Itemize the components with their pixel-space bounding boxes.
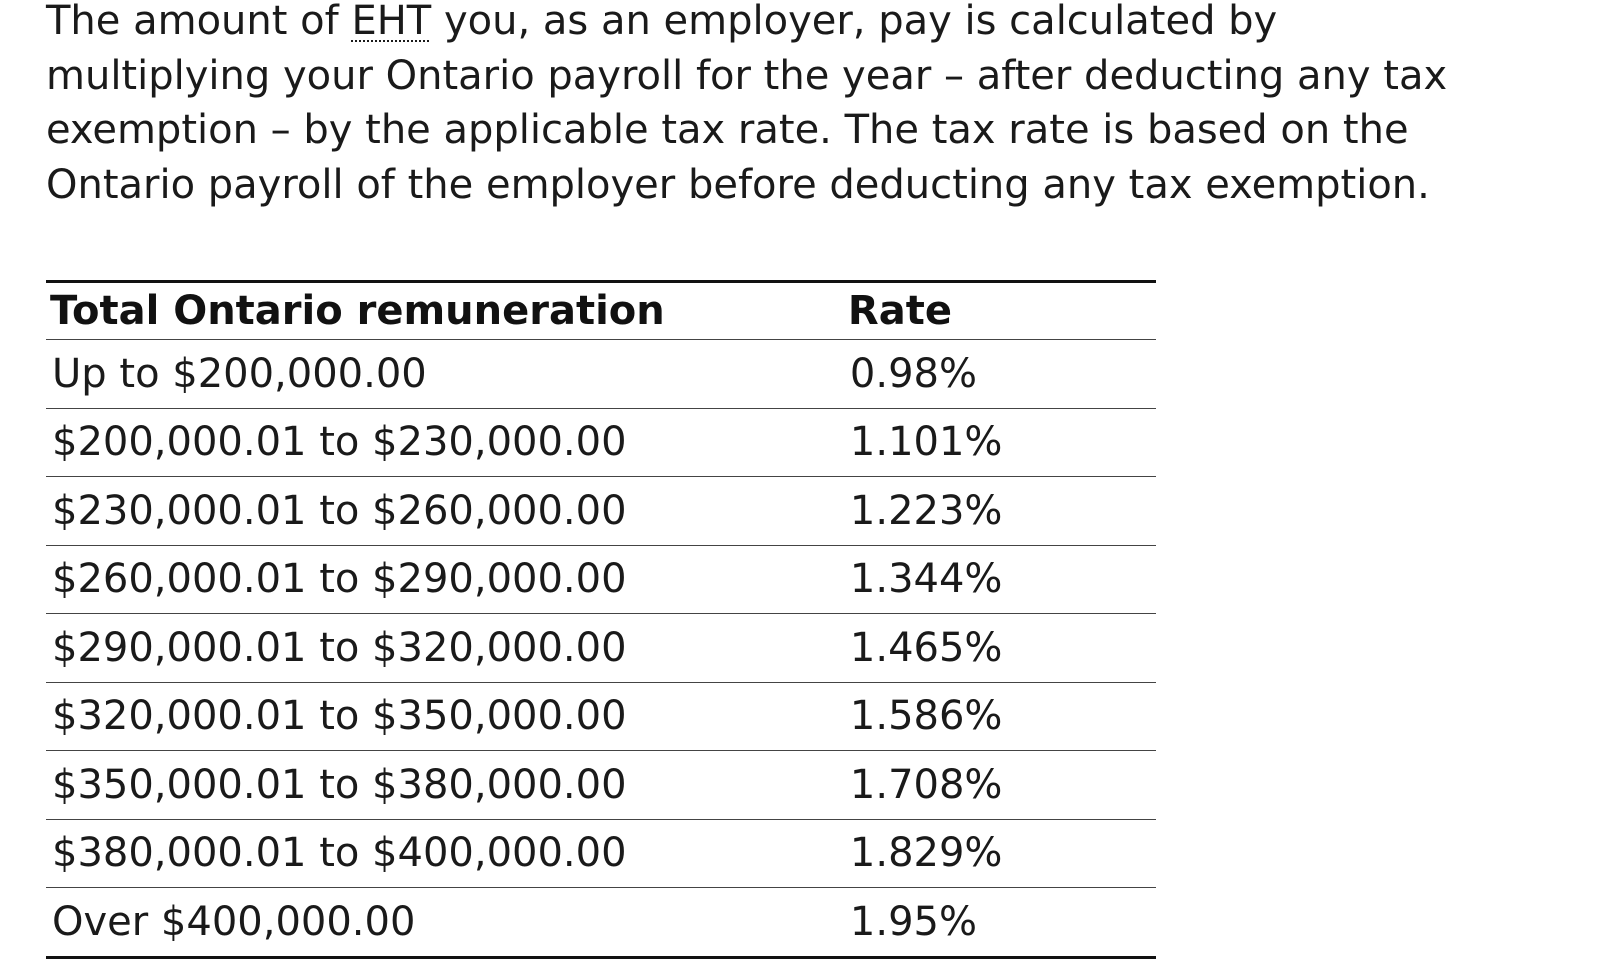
table-row [46,408,1156,477]
rate-cell: 1.344% [844,545,1156,614]
remuneration-range-cell: $230,000.01 to $260,000.00 [46,477,844,546]
intro-text-line2: multiplying your Ontario payroll for the year – after deducting any tax [46,52,1448,99]
rate-cell: 1.708% [844,751,1156,820]
table-header-row [46,282,1156,340]
table-body [46,340,1156,958]
table-row [46,888,1156,958]
rate-cell: 1.586% [844,682,1156,751]
remuneration-range-cell: $290,000.01 to $320,000.00 [46,614,844,683]
table-row [46,545,1156,614]
remuneration-range-cell: $350,000.01 to $380,000.00 [46,751,844,820]
intro-text-line4: Ontario payroll of the employer before deducting any tax exemption. [46,161,1430,208]
eht-rate-table [46,280,1156,959]
table-row [46,682,1156,751]
remuneration-range-cell: $200,000.01 to $230,000.00 [46,408,844,477]
intro-text-line3: exemption – by the applicable tax rate. The tax rate is based on the [46,107,1409,153]
rate-cell: 1.223% [844,477,1156,546]
rate-cell: 1.95% [849,898,977,945]
rate-cell: 0.98% [844,340,1156,409]
intro-text-start: The amount of [46,0,352,44]
header-rate: Rate [844,282,1156,340]
eht-abbreviation[interactable]: EHT [351,0,432,44]
table-row [46,340,1156,409]
rate-cell: 1.465% [844,614,1156,683]
remuneration-range-cell: $260,000.01 to $290,000.00 [46,545,844,614]
table-row [46,751,1156,820]
table-row [46,477,1156,546]
remuneration-range-cell: $320,000.01 to $350,000.00 [46,682,844,751]
rate-cell: 1.101% [844,408,1156,477]
table-header [46,282,1156,340]
intro-paragraph [46,0,1586,212]
table-row [46,614,1156,683]
remuneration-range-cell: $380,000.01 to $400,000.00 [46,819,844,888]
rate-cell: 1.829% [844,819,1156,888]
table-row [46,819,1156,888]
intro-text-line1-end: you, as an employer, pay is calculated by [431,0,1278,44]
remuneration-range-cell: Up to $200,000.00 [46,340,844,409]
remuneration-range-cell: Over $400,000.00 [52,898,416,945]
header-total-ontario-remuneration: Total Ontario remuneration [46,282,844,340]
